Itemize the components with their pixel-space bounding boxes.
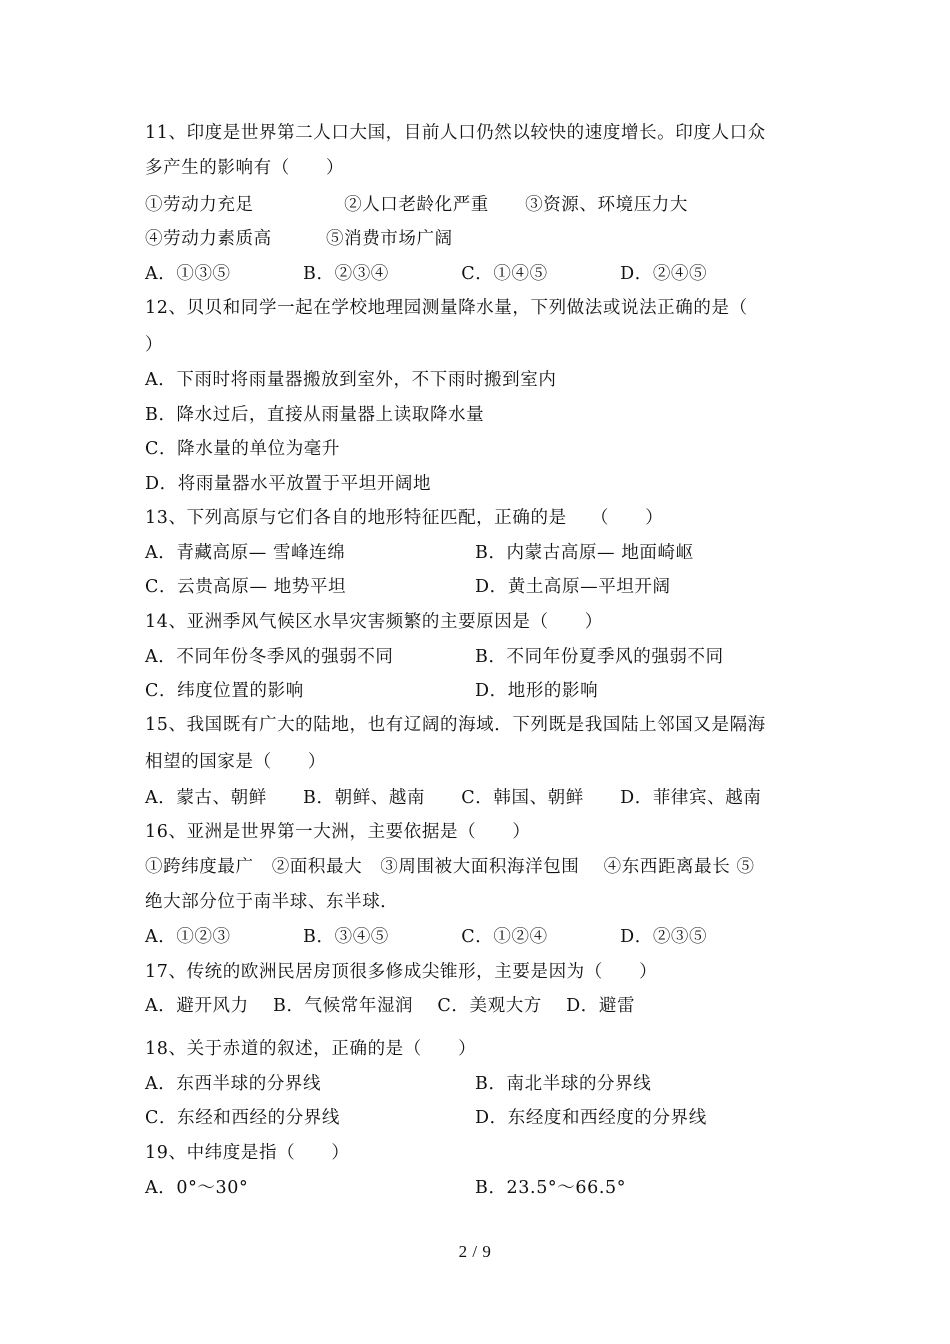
q18-option-b: B．南北半球的分界线 (475, 1074, 652, 1094)
q18-option-d: D．东经度和西经度的分界线 (475, 1108, 707, 1128)
q11-options: A．①③⑤ B．②③④ C．①④⑤ D．②④⑤ (145, 264, 708, 284)
q15-stem-line2: 相望的国家是（ ） (145, 752, 326, 772)
q18-stem: 18、关于赤道的叙述，正确的是（ ） (145, 1039, 477, 1059)
q14-option-b: B．不同年份夏季风的强弱不同 (475, 647, 724, 667)
q14-option-c: C．纬度位置的影响 (145, 681, 304, 701)
q13-option-a: A．青藏高原— 雪峰连绵 (145, 543, 346, 563)
q12-option-a: A．下雨时将雨量器搬放到室外，不下雨时搬到室内 (145, 370, 557, 390)
q16-items-line2: 绝大部分位于南半球、东半球． (145, 892, 399, 912)
q16-items-line1: ①跨纬度最广 ②面积最大 ③周围被大面积海洋包围 ④东西距离最长 ⑤ (145, 857, 755, 877)
q12-option-d: D．将雨量器水平放置于平坦开阔地 (145, 474, 432, 494)
q15-stem-line1: 15、我国既有广大的陆地，也有辽阔的海域．下列既是我国陆上邻国又是隔海 (145, 715, 766, 735)
q13-option-b: B．内蒙古高原— 地面崎岖 (475, 543, 694, 563)
q15-options: A．蒙古、朝鲜 B．朝鲜、越南 C．韩国、朝鲜 D．菲律宾、越南 (145, 788, 762, 808)
q12-stem-line2: ） (145, 335, 164, 355)
q14-option-a: A．不同年份冬季风的强弱不同 (145, 647, 394, 667)
q17-options: A．避开风力 B．气候常年湿润 C．美观大方 D．避雷 (145, 996, 636, 1016)
q11-items-line1: ①劳动力充足 ②人口老龄化严重 ③资源、环境压力大 (145, 195, 688, 215)
q13-option-c: C．云贵高原— 地势平坦 (145, 577, 347, 597)
q18-option-c: C．东经和西经的分界线 (145, 1108, 340, 1128)
q16-options: A．①②③ B．③④⑤ C．①②④ D．②③⑤ (145, 927, 708, 947)
q12-option-b: B．降水过后，直接从雨量器上读取降水量 (145, 405, 485, 425)
q12-option-c: C．降水量的单位为毫升 (145, 439, 340, 459)
q18-option-a: A．东西半球的分界线 (145, 1074, 322, 1094)
q11-stem-line2: 多产生的影响有（ ） (145, 158, 345, 178)
q14-stem: 14、亚洲季风气候区水旱灾害频繁的主要原因是（ ） (145, 612, 603, 632)
q11-stem-line1: 11、印度是世界第二人口大国，目前人口仍然以较快的速度增长。印度人口众 (145, 123, 766, 143)
q14-option-d: D．地形的影响 (475, 681, 599, 701)
q13-stem: 13、下列高原与它们各自的地形特征匹配，正确的是 （ ） (145, 508, 664, 528)
q16-stem: 16、亚洲是世界第一大洲，主要依据是（ ） (145, 822, 531, 842)
q12-stem-line1: 12、贝贝和同学一起在学校地理园测量降水量，下列做法或说法正确的是（ (145, 298, 748, 318)
q19-option-b: B．23.5°～66.5° (475, 1178, 627, 1198)
q13-option-d: D．黄土高原—平坦开阔 (475, 577, 671, 597)
q11-items-line2: ④劳动力素质高 ⑤消费市场广阔 (145, 229, 453, 249)
q19-option-a: A．0°～30° (145, 1178, 249, 1198)
q19-stem: 19、中纬度是指（ ） (145, 1143, 350, 1163)
q17-stem: 17、传统的欧洲民居房顶很多修成尖锥形，主要是因为（ ） (145, 962, 658, 982)
page-number: 2 / 9 (458, 1242, 492, 1261)
